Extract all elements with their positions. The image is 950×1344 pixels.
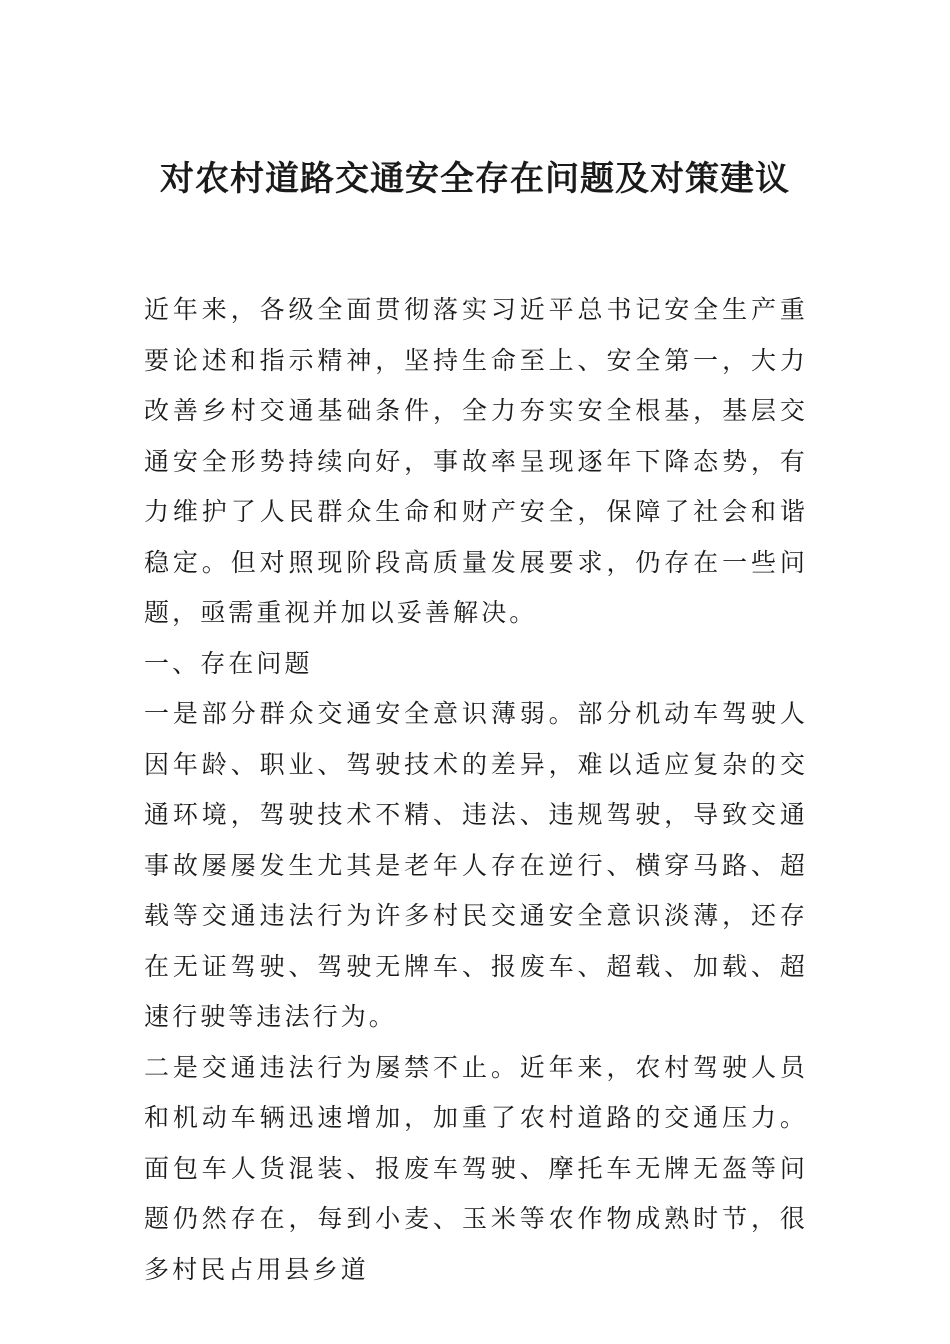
- problem-2-paragraph: 二是交通违法行为屡禁不止。近年来，农村驾驶人员和机动车辆迅速增加，加重了农村道路的交通压力。面包车人货混装、报废车驾驶、摩托车无牌无盔等问题仍然存在，每到小麦、玉米等农作物成熟时节，很多村民占用县乡道: [144, 1052, 808, 1284]
- intro-paragraph: 近年来，各级全面贯彻落实习近平总书记安全生产重要论述和指示精神，坚持生命至上、安全第一，大力改善乡村交通基础条件，全力夯实安全根基，基层交通安全形势持续向好，事故率呈现逐年下降态势，有力维护了人民群众生命和财产安全，保障了社会和谐稳定。但对照现阶段高质量发展要求，仍存在一些问题，亟需重视并加以妥善解决。: [144, 295, 808, 627]
- document-title: 对农村道路交通安全存在问题及对策建议: [160, 159, 790, 199]
- document-body: [144, 285, 808, 1295]
- problem-1-paragraph: 一是部分群众交通安全意识薄弱。部分机动车驾驶人因年龄、职业、驾驶技术的差异，难以适应复杂的交通环境，驾驶技术不精、违法、违规驾驶，导致交通事故屡屡发生尤其是老年人存在逆行、横穿马路、超载等交通违法行为许多村民交通安全意识淡薄，还存在无证驾驶、驾驶无牌车、报废车、超载、加载、超速行驶等违法行为。: [144, 699, 808, 1031]
- section-heading-problems: 一、存在问题: [144, 648, 313, 678]
